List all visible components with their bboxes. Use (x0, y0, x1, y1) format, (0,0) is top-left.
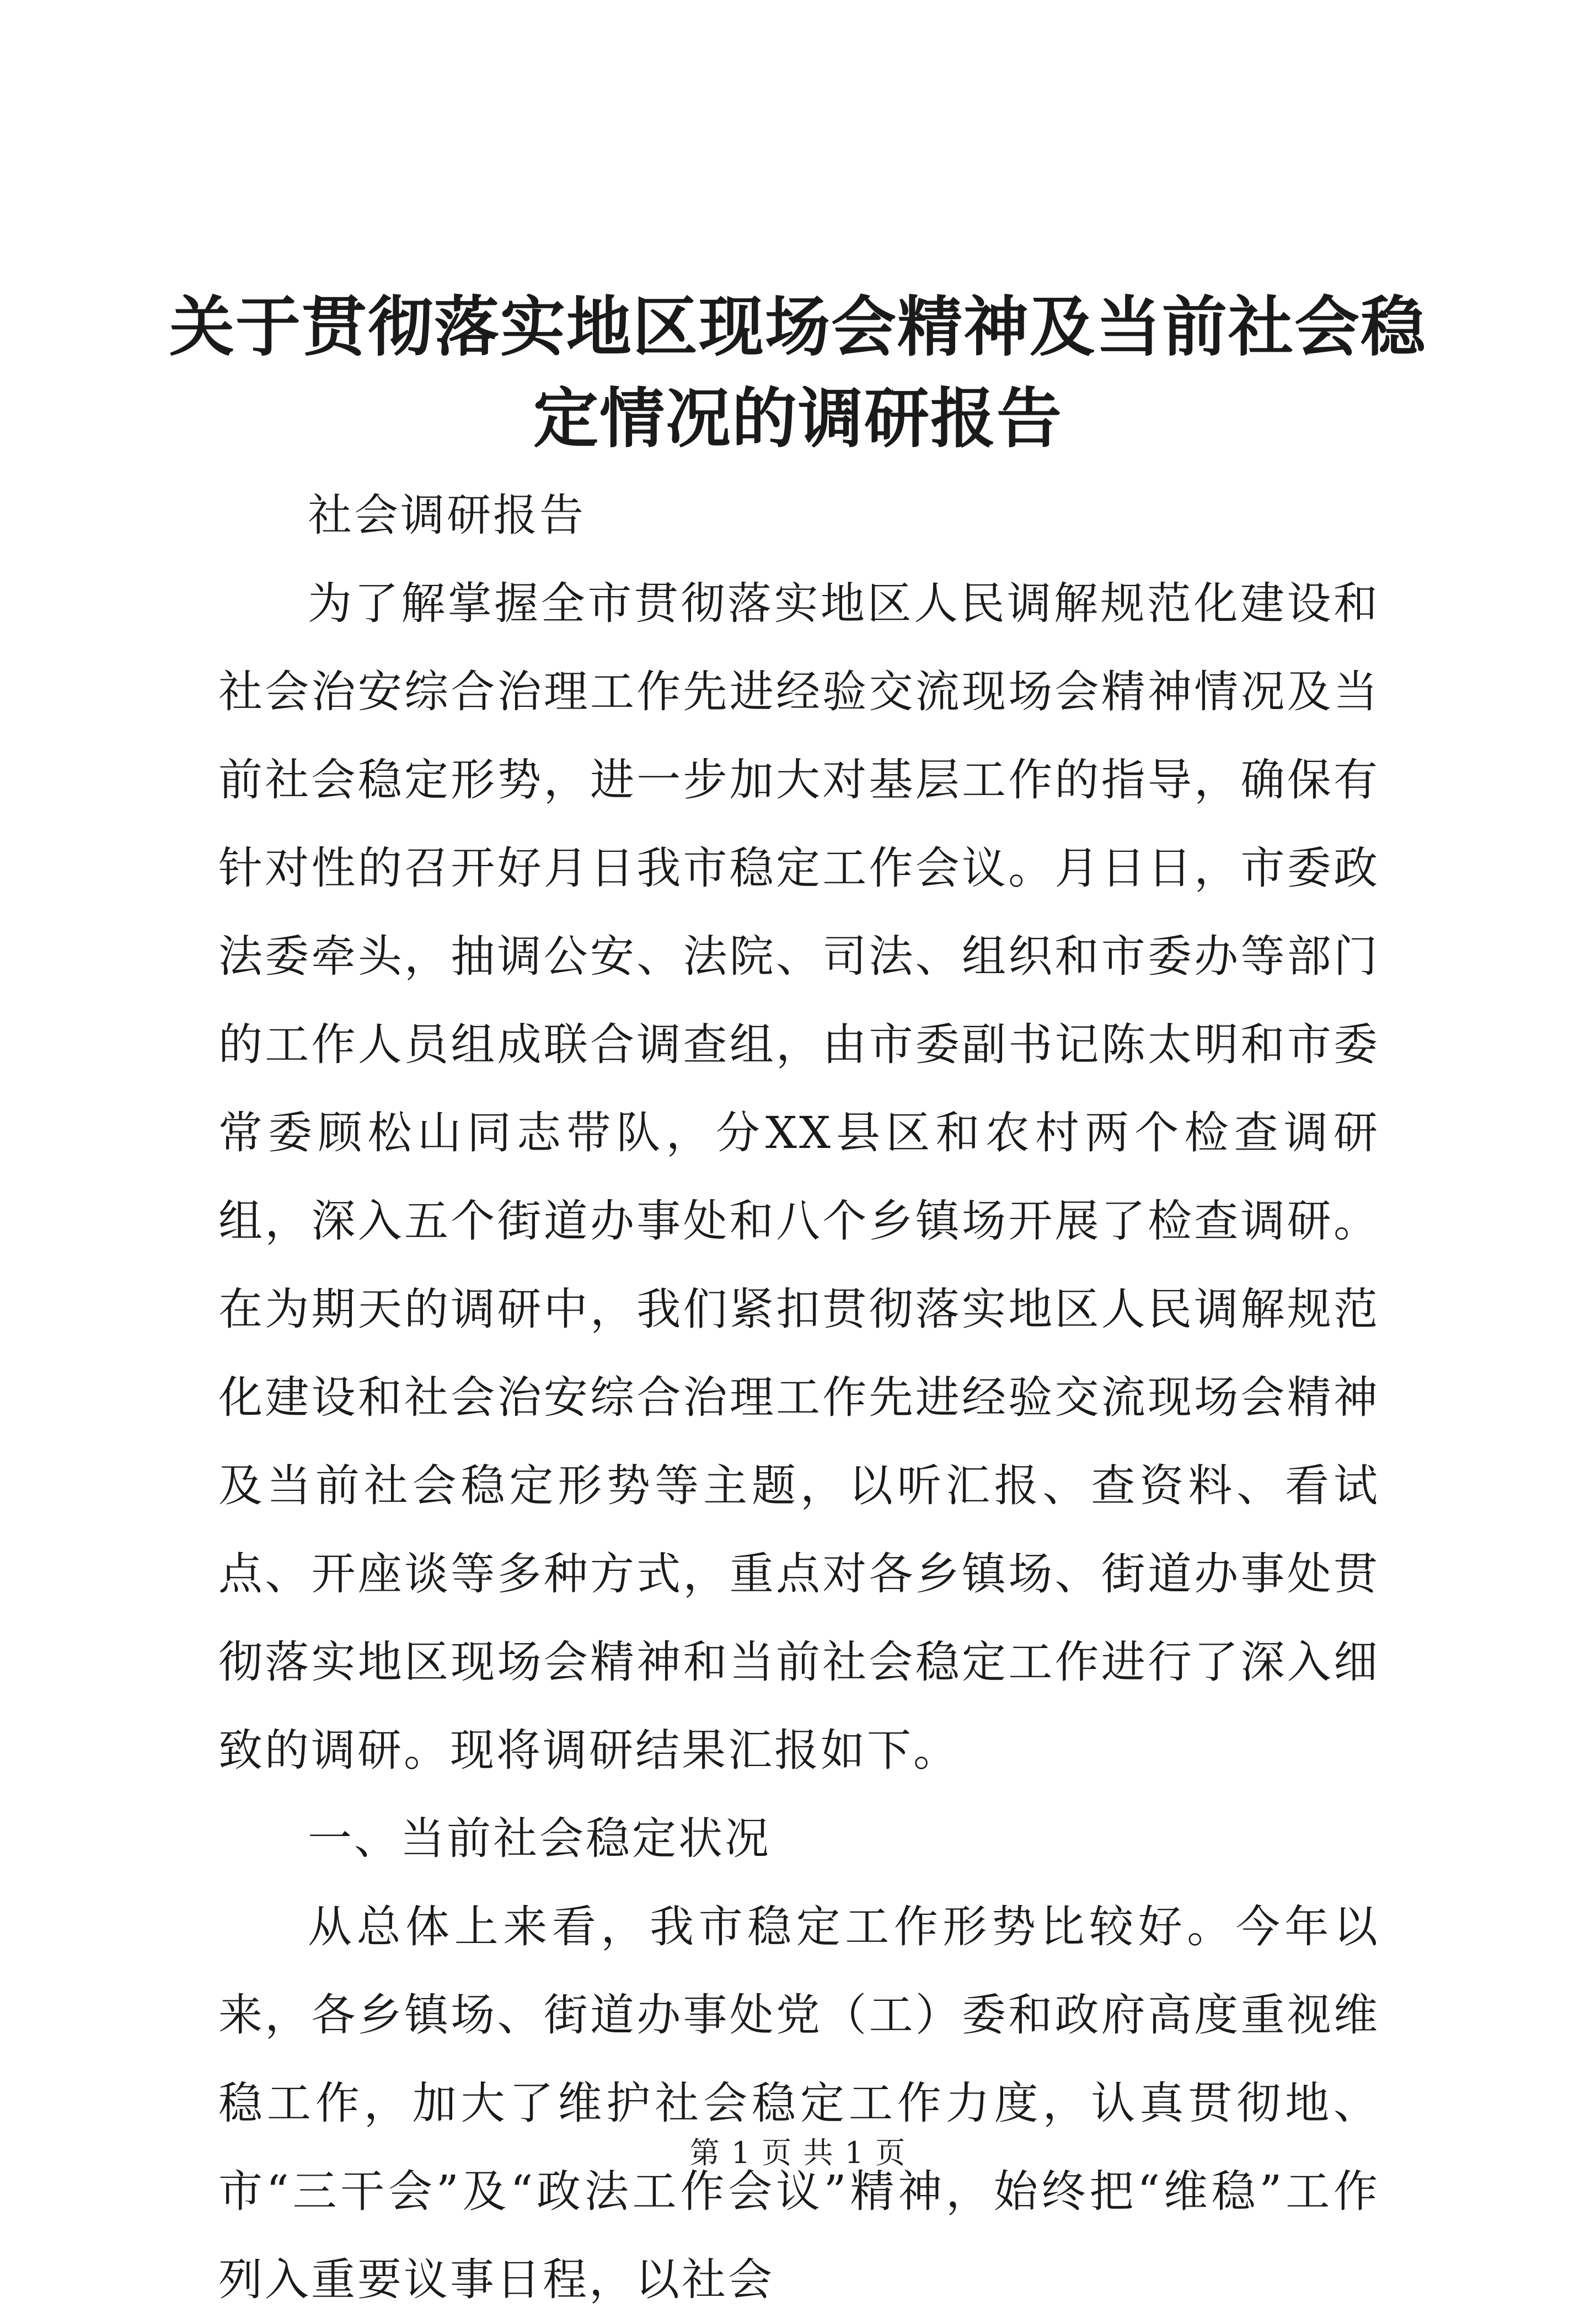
document-title: 关于贯彻落实地区现场会精神及当前社会稳定情况的调研报告 (169, 288, 1427, 457)
paragraph-section-one: 从总体上来看，我市稳定工作形势比较好。今年以来，各乡镇场、街道办事处党（工）委和政府高度重视维稳工作，加大了维护社会稳定工作力度，认真贯彻地、市“三干会”及“政法工作会议”精神，始终把“维稳”工作列入重要议事日程，以社会 (218, 1901, 1380, 2305)
section-heading: 一、当前社会稳定状况 (308, 1813, 771, 1864)
paragraph-introduction: 为了解掌握全市贯彻落实地区人民调解规范化建设和社会治安综合治理工作先进经验交流现场会精神情况及当前社会稳定形势，进一步加大对基层工作的指导，确保有针对性的召开好月日我市稳定工作会议。月日日，市委政法委牵头，抽调公安、法院、司法、组织和市委办等部门的工作人员组成联合调查组，由市委副书记陈太明和市委常委顾松山同志带队，分XX县区和农村两个检查调研组，深入五个街道办事处和八个乡镇场开展了检查调研。在为期天的调研中，我们紧扣贯彻落实地区人民调解规范化建设和社会治安综合治理工作先进经验交流现场会精神及当前社会稳定形势等主题，以听汇报、查资料、看试点、开座谈等多种方式，重点对各乡镇场、街道办事处贯彻落实地区现场会精神和当前社会稳定工作进行了深入细致的调研。现将调研结果汇报如下。 (218, 578, 1380, 1776)
document-body (218, 471, 1380, 2324)
paragraph-category: 社会调研报告 (308, 490, 586, 541)
page-number-footer: 第 1 页 共 1 页 (689, 2135, 907, 2170)
